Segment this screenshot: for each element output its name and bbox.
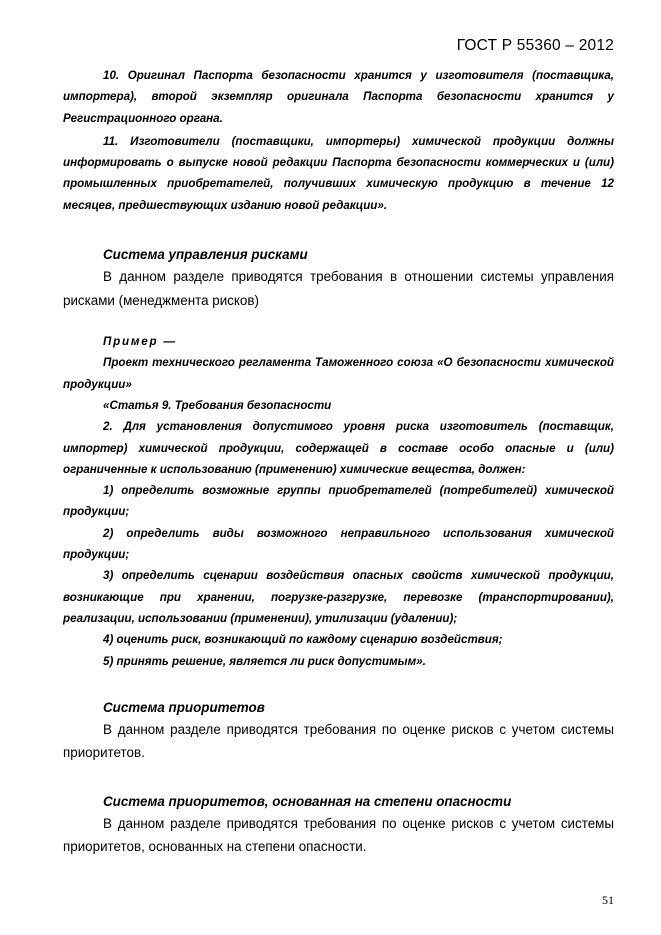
page-number: 51 [602, 893, 614, 907]
example-title: Проект технического регламента Таможенного союза «О безопасности химической продукции» [63, 356, 614, 391]
list-item: 4) оценить риск, возникающий по каждому сценарию воздействия; [103, 633, 503, 647]
hazard-priority-system-text: В данном разделе приводятся требования по оценке рисков с учетом системы приоритетов, основанных на степени опасности. [63, 815, 614, 855]
list-item: 3) определить сценарии воздействия опасных свойств химической продукции, возникающие при хранении, погрузке-разгрузке, перевозке (транспортировании), реализации, использовании (применении), утилизации (удалении); [63, 569, 614, 625]
example-article: «Статья 9. Требования безопасности [103, 398, 332, 412]
list-item: 1) определить возможные группы приобретателей (потребителей) химической продукции; [63, 484, 614, 519]
example-label: Пример — [103, 335, 177, 349]
example-point-2: 2. Для установления допустимого уровня риска изготовитель (поставщик, импортер) химической продукции, содержащей в составе особо опасные и (или) ограниченные к использованию (применению) химические вещества, должен: [63, 420, 614, 476]
section-heading-risk-management: Система управления рисками [103, 247, 308, 263]
passport-item-11: 11. Изготовители (поставщики, импортеры) химической продукции должны информировать о выпуске новой редакции Паспорта безопасности коммерческих и (или) промышленных приобретателей, получивших химическую продукцию в течение 12 месяцев, предшествующих изданию новой редакции». [63, 134, 614, 212]
section-heading-hazard-priority-system: Система приоритетов, основанная на степени опасности [103, 793, 512, 809]
list-item: 5) принять решение, является ли риск допустимым». [103, 654, 426, 668]
passport-item-10: 10. Оригинал Паспорта безопасности хранится у изготовителя (поставщика, импортера), второй экземпляр оригинала Паспорта безопасности хранится у Регистрационного органа. [63, 69, 614, 125]
page-content [63, 65, 614, 859]
standard-designation: ГОСТ Р 55360 – 2012 [456, 37, 614, 54]
example-block [63, 331, 614, 672]
risk-management-text: В данном разделе приводятся требования в отношении системы управления рисками (менеджмента рисков) [63, 269, 614, 308]
section-heading-priority-system: Система приоритетов [103, 699, 265, 715]
priority-system-text: В данном разделе приводятся требования по оценке рисков с учетом системы приоритетов. [63, 721, 614, 761]
list-item: 2) определить виды возможного неправильного использования химической продукции; [63, 526, 614, 562]
